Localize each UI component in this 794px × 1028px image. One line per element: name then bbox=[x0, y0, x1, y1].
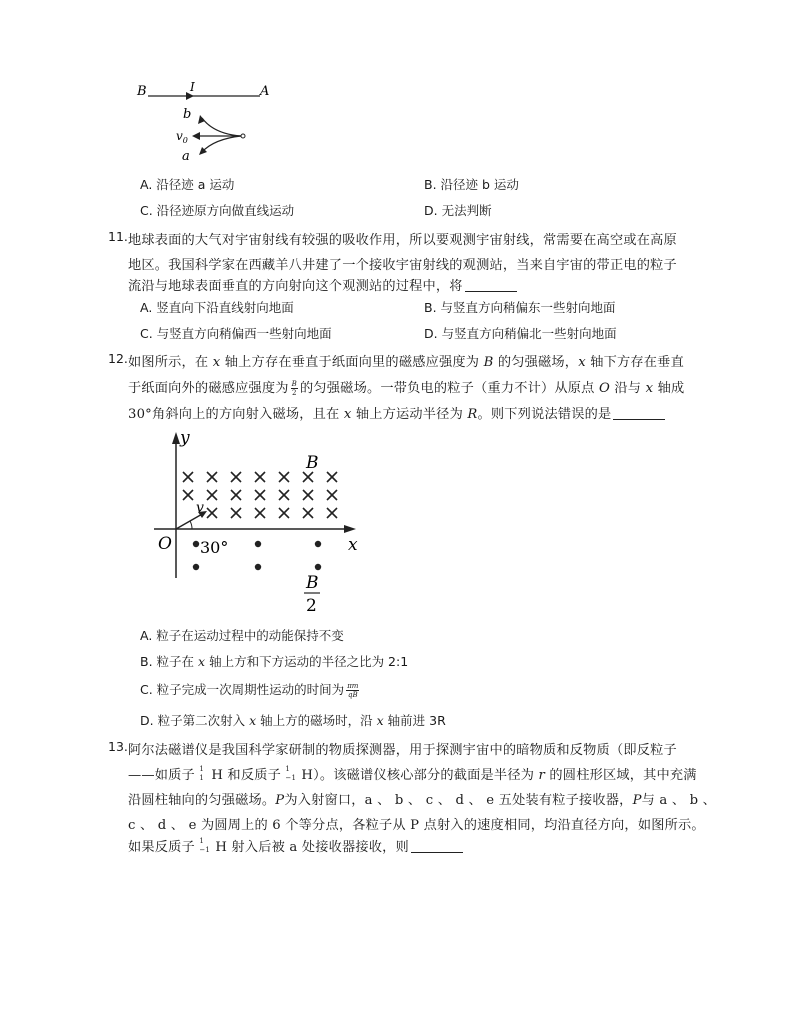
q12-option-a[interactable]: A. 粒子在运动过程中的动能保持不变 bbox=[140, 628, 344, 643]
q11-number: 11. bbox=[108, 229, 128, 244]
antiproton-symbol: 1 −1 bbox=[285, 765, 297, 782]
answer-blank[interactable] bbox=[411, 840, 463, 853]
q11-stem-line3: 流沿与地球表面垂直的方向射向这个观测站的过程中，将 bbox=[128, 275, 517, 294]
field-label-B: B bbox=[306, 453, 319, 473]
q11-option-b[interactable]: B. 与竖直方向稍偏东一些射向地面 bbox=[424, 300, 616, 315]
x-axis-label: x bbox=[348, 535, 358, 555]
q13-stem-line4: c 、 d 、 e 为圆周上的 6 个等分点，各粒子从 P 点射入的速度相同，均沿直径方向，如图所示。 bbox=[128, 818, 705, 833]
q11-option-c[interactable]: C. 与竖直方向稍偏西一些射向地面 bbox=[140, 326, 332, 341]
field-dot-mark bbox=[315, 564, 321, 570]
q12-stem-line3: 30°角斜向上的方向射入磁场，且在 x 轴上方运动半径为 R。则下列说法错误的是 bbox=[128, 403, 665, 422]
q11-stem-line2: 地区。我国科学家在西藏羊八井建了一个接收宇宙射线的观测站，当来自宇宙的带正电的粒子 bbox=[128, 258, 677, 273]
y-axis-label: y bbox=[180, 428, 190, 448]
angle-label: 30° bbox=[200, 538, 229, 557]
q11-option-d[interactable]: D. 与竖直方向稍偏北一些射向地面 bbox=[424, 326, 617, 341]
field-label-B-half-den: 2 bbox=[306, 596, 317, 616]
q12-stem-line1: 如图所示，在 x 轴上方存在垂直于纸面向里的磁感应强度为 B 的匀强磁场，x 轴下方存在垂直 bbox=[128, 355, 684, 370]
q12-option-d[interactable]: D. 粒子第二次射入 x 轴上方的磁场时，沿 x 轴前进 3R bbox=[140, 713, 446, 728]
field-dot-mark bbox=[315, 541, 321, 547]
antiproton-symbol: 1 −1 bbox=[199, 837, 211, 854]
q13-number: 13. bbox=[108, 739, 128, 754]
figure-q12-magnetic-field bbox=[150, 428, 370, 620]
q11-option-a[interactable]: A. 竖直向下沿直线射向地面 bbox=[140, 300, 294, 315]
q10-option-c[interactable]: C. 沿径迹原方向做直线运动 bbox=[140, 203, 295, 218]
label-b: b bbox=[183, 107, 192, 122]
label-B: B bbox=[137, 84, 147, 99]
proton-symbol: 1 1 bbox=[199, 765, 204, 782]
q10-option-b[interactable]: B. 沿径迹 b 运动 bbox=[424, 177, 519, 192]
q10-option-d[interactable]: D. 无法判断 bbox=[424, 203, 492, 218]
field-dot-mark bbox=[255, 564, 261, 570]
field-dot-mark bbox=[193, 564, 199, 570]
q13-stem-line2: ——如质子 1 1 H 和反质子 1 −1 H）。该磁谱仪核心部分的截面是半径为 r 的圆柱形区域，其中充满 bbox=[128, 765, 697, 783]
figure-q10-wire-trajectories bbox=[132, 78, 278, 166]
q12-number: 12. bbox=[108, 351, 128, 366]
label-a: a bbox=[182, 149, 190, 164]
answer-blank[interactable] bbox=[613, 407, 665, 420]
field-dot-mark bbox=[193, 541, 199, 547]
q13-stem-line1: 阿尔法磁谱仪是我国科学家研制的物质探测器，用于探测宇宙中的暗物质和反物质（即反粒子 bbox=[128, 743, 677, 758]
velocity-label: v bbox=[196, 500, 204, 516]
q10-option-a[interactable]: A. 沿径迹 a 运动 bbox=[140, 177, 235, 192]
q12-stem-line2: 于纸面向外的磁感应强度为 $\frac{B}{2}$ 的匀强磁场。一带负电的粒子（重力不计）从原点 O 沿与 x 轴成 bbox=[128, 380, 685, 397]
q13-stem-line5: 如果反质子 1 −1 H 射入后被 a 处接收器接收，则 bbox=[128, 836, 463, 855]
q12-option-c[interactable]: C. 粒子完成一次周期性运动的时间为 $\frac{\pi m}{qB}$ bbox=[140, 682, 359, 699]
fraction-pim-over-qB: $\frac{\pi m}{qB}$ bbox=[347, 682, 359, 699]
label-A: A bbox=[260, 84, 270, 99]
field-dot-mark bbox=[255, 541, 261, 547]
origin-label: O bbox=[158, 534, 172, 554]
field-label-B-half-num: B bbox=[306, 573, 319, 593]
label-I: I bbox=[190, 80, 195, 94]
q13-stem-line3: 沿圆柱轴向的匀强磁场。P为入射窗口，a 、 b 、 c 、 d 、 e 五处装有粒子接收器，P与 a 、 b 、 bbox=[128, 793, 717, 808]
label-v0: $v_0$ bbox=[176, 129, 188, 145]
answer-blank[interactable] bbox=[465, 279, 517, 292]
q11-stem-line1: 地球表面的大气对宇宙射线有较强的吸收作用，所以要观测宇宙射线，常需要在高空或在高原 bbox=[128, 233, 677, 248]
fraction-B-over-2: $\frac{B}{2}$ bbox=[291, 380, 298, 397]
q12-option-b[interactable]: B. 粒子在 x 轴上方和下方运动的半径之比为 2:1 bbox=[140, 654, 409, 669]
